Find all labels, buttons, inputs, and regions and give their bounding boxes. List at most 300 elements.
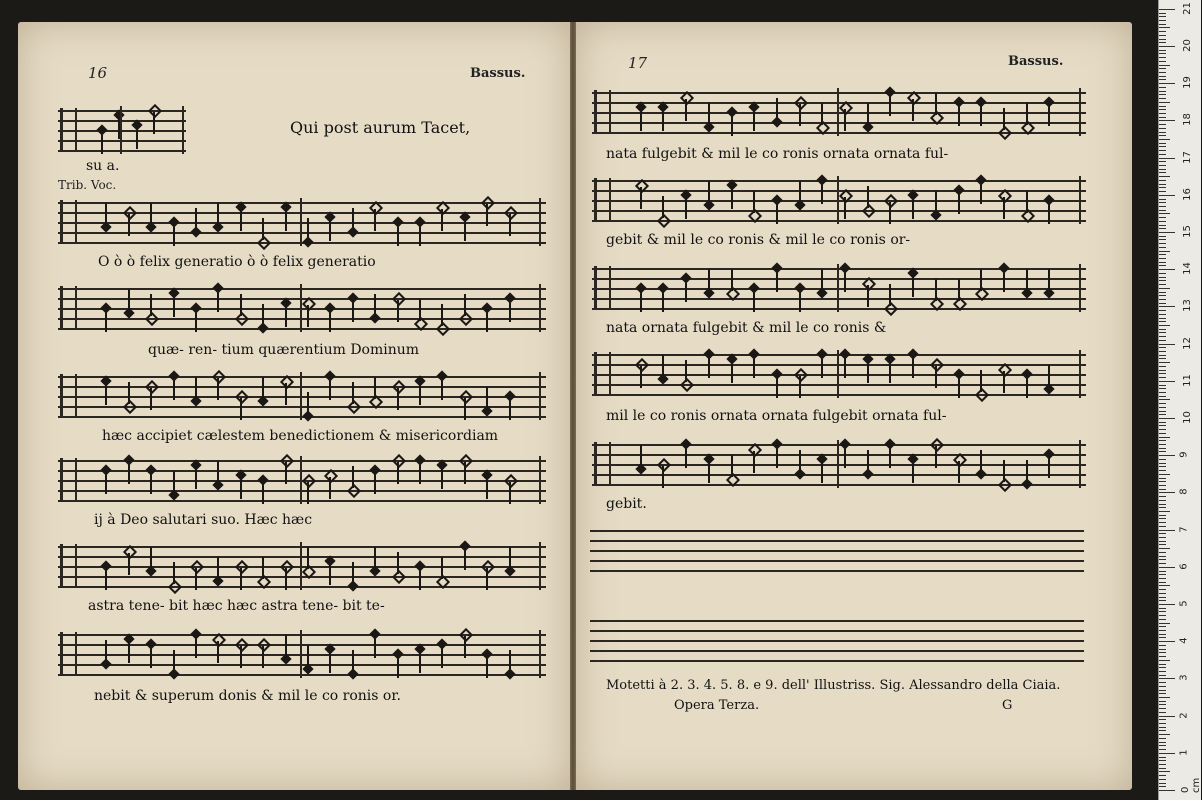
note-stem [1026, 376, 1028, 398]
ruler-tick [1159, 429, 1166, 430]
music-staff [592, 350, 1086, 398]
note-stem [285, 305, 287, 327]
staff-line [592, 112, 1086, 114]
ruler-tick [1159, 362, 1170, 363]
ruler-tick [1159, 593, 1166, 594]
note-icon [794, 368, 808, 382]
clef-icon [60, 544, 77, 588]
note-stem [173, 224, 175, 246]
staff-line [592, 394, 1086, 396]
ruler-tick [1159, 771, 1170, 772]
lyric-line: nebit & superum donis & mil le co ronis or. [94, 688, 401, 704]
note-stem [217, 378, 219, 400]
note-icon [884, 194, 898, 208]
ruler-tick [1159, 414, 1166, 415]
staff-line [590, 640, 1084, 642]
music-staff [58, 542, 546, 590]
note-stem [685, 280, 687, 302]
note-stem [1048, 202, 1050, 224]
note-stem [195, 467, 197, 489]
note-stem [128, 289, 130, 311]
music-staff [592, 88, 1086, 136]
note-icon [459, 454, 473, 468]
note-stem [262, 218, 264, 240]
ruler-tick [1159, 206, 1166, 207]
lyric-line: quæ- ren- tium quærentium Dominum [148, 342, 420, 358]
staff-line [592, 190, 1086, 192]
ruler-tick [1159, 221, 1166, 222]
lyric-line: nata fulgebit & mil le co ronis ornata ornata ful- [606, 146, 949, 162]
note-stem [662, 290, 664, 312]
note-stem [889, 361, 891, 383]
note-icon [148, 104, 162, 118]
music-staff [58, 106, 186, 154]
ruler-tick [1159, 440, 1166, 441]
ruler-tick [1159, 165, 1166, 166]
note-stem [912, 99, 914, 121]
ruler-tick [1159, 269, 1175, 270]
right-page [576, 22, 1132, 790]
left-page [18, 22, 570, 790]
note-stem [397, 300, 399, 322]
staff-line [590, 560, 1084, 562]
ruler-number: 8 [1178, 488, 1190, 496]
clef-icon [594, 352, 611, 396]
part-label: Trib. Voc. [58, 178, 117, 192]
ruler-tick [1159, 511, 1170, 512]
bar-line [539, 198, 541, 246]
note-icon [680, 378, 694, 392]
ruler-tick [1159, 195, 1175, 196]
note-stem [753, 356, 755, 378]
ruler-tick [1159, 251, 1170, 252]
note-stem [352, 382, 354, 404]
note-stem [128, 553, 130, 575]
ruler-tick [1159, 742, 1166, 743]
ruler-tick [1159, 526, 1166, 527]
note-stem [731, 269, 733, 291]
bar-line [1079, 440, 1081, 488]
ruler-tick [1159, 704, 1166, 705]
note-stem [441, 557, 443, 579]
note-stem [935, 279, 937, 301]
note-stem [776, 270, 778, 292]
footer-subtitle: Opera Terza. [674, 698, 760, 713]
ruler-tick [1159, 392, 1166, 393]
lyric-line: gebit & mil le co ronis & mil le co ronis or- [606, 232, 911, 248]
clef-icon [594, 266, 611, 310]
bar-line [1079, 264, 1081, 312]
bar-line [539, 456, 541, 504]
ruler-tick [1159, 701, 1166, 702]
lyric-line: ij à Deo salutari suo. Hæc hæc [94, 512, 313, 528]
ruler-tick [1159, 418, 1175, 419]
note-stem [352, 300, 354, 322]
ruler-tick [1159, 169, 1166, 170]
ruler-number: 13 [1181, 299, 1193, 313]
ruler-tick [1159, 757, 1166, 758]
note-stem [799, 104, 801, 126]
ruler-tick [1159, 306, 1175, 307]
note-stem [753, 290, 755, 312]
ruler-tick [1159, 124, 1166, 125]
bar-line [300, 542, 302, 590]
note-stem [419, 651, 421, 673]
ruler-tick [1159, 68, 1166, 69]
ruler-tick [1159, 734, 1170, 735]
note-stem [307, 547, 309, 569]
note-stem [708, 461, 710, 483]
ruler-tick [1159, 786, 1166, 787]
ruler-number: 21 [1181, 1, 1193, 15]
ruler-number: 10 [1181, 411, 1193, 424]
note-icon [657, 458, 671, 472]
ruler-tick [1159, 35, 1166, 36]
note-stem [509, 214, 511, 236]
note-stem [217, 461, 219, 483]
staff-line [592, 210, 1086, 212]
staff-line [590, 570, 1084, 572]
ruler-tick [1159, 91, 1166, 92]
note-stem [105, 383, 107, 405]
note-stem [509, 650, 511, 672]
bar-line [300, 630, 302, 678]
ruler-tick [1159, 537, 1166, 538]
staff-line [592, 92, 1086, 94]
ruler-number: 3 [1178, 674, 1190, 682]
ruler-tick [1159, 485, 1166, 486]
ruler-tick [1159, 172, 1166, 173]
note-stem [753, 191, 755, 213]
ruler-tick [1159, 314, 1166, 315]
ruler-tick [1159, 284, 1166, 285]
ruler-tick [1159, 407, 1166, 408]
note-icon [459, 390, 473, 404]
ruler-tick [1159, 340, 1166, 341]
ruler-tick [1159, 533, 1166, 534]
ruler-tick [1159, 693, 1166, 694]
ruler-tick [1159, 199, 1166, 200]
ruler-tick [1159, 243, 1166, 244]
staff-line [58, 566, 546, 568]
ruler-tick [1159, 106, 1166, 107]
ruler-tick [1159, 303, 1166, 304]
note-stem [441, 209, 443, 231]
ruler-tick [1159, 396, 1166, 397]
ruler-tick [1159, 411, 1166, 412]
ruler-tick [1159, 344, 1175, 345]
ruler-tick [1159, 94, 1166, 95]
note-stem [867, 450, 869, 472]
ruler-tick [1159, 187, 1166, 188]
ruler-tick [1159, 280, 1166, 281]
staff-line [58, 664, 546, 666]
note-stem [958, 376, 960, 398]
note-icon [347, 400, 361, 414]
ruler-tick [1159, 641, 1175, 642]
note-stem [329, 310, 331, 332]
note-icon [635, 358, 649, 372]
note-stem [640, 187, 642, 209]
note-stem [285, 462, 287, 484]
staff-line [58, 232, 546, 234]
ruler-tick [1159, 87, 1166, 88]
note-stem [150, 646, 152, 668]
ruler-tick [1159, 619, 1166, 620]
note-stem [1003, 270, 1005, 292]
ruler-tick [1159, 143, 1166, 144]
music-staff [58, 284, 546, 332]
note-stem [486, 656, 488, 678]
ruler-tick [1159, 604, 1175, 605]
ruler-tick [1159, 451, 1166, 452]
ruler-tick [1159, 626, 1166, 627]
ruler-number: 14 [1181, 262, 1193, 276]
note-stem [662, 466, 664, 488]
note-icon [481, 196, 495, 210]
staff-line [592, 364, 1086, 366]
ruler-tick [1159, 399, 1170, 400]
lyric-line: nata ornata fulgebit & mil le co ronis & [606, 320, 887, 336]
note-stem [195, 310, 197, 332]
note-stem [935, 366, 937, 388]
bar-line [300, 456, 302, 504]
note-stem [980, 104, 982, 126]
ruler-tick [1159, 139, 1170, 140]
staff-line [58, 654, 546, 656]
ruler-number: 19 [1181, 76, 1193, 90]
note-stem [374, 294, 376, 316]
music-staff [58, 630, 546, 678]
ruler-tick [1159, 459, 1166, 460]
note-stem [240, 646, 242, 668]
note-stem [329, 378, 331, 400]
ruler-tick [1159, 589, 1166, 590]
ruler-tick [1159, 600, 1166, 601]
ruler-tick [1159, 262, 1166, 263]
ruler-number: 6 [1178, 563, 1190, 570]
note-stem [217, 203, 219, 225]
note-stem [352, 562, 354, 584]
note-stem [150, 547, 152, 569]
note-stem [1048, 456, 1050, 478]
ruler-label: 0 cm [1180, 777, 1202, 793]
note-stem [352, 208, 354, 230]
note-stem [486, 568, 488, 590]
ruler-tick [1159, 645, 1166, 646]
note-stem [958, 192, 960, 214]
staff-line [592, 308, 1086, 310]
note-stem [128, 214, 130, 236]
ruler-tick [1159, 425, 1166, 426]
note-stem [397, 552, 399, 574]
note-stem [640, 445, 642, 467]
note-stem [195, 377, 197, 399]
note-stem [708, 356, 710, 378]
note-stem [867, 186, 869, 208]
clef-icon [60, 632, 77, 676]
note-stem [419, 568, 421, 590]
ruler-tick [1159, 388, 1166, 389]
note-stem [173, 295, 175, 317]
ruler-tick [1159, 254, 1166, 255]
note-stem [685, 197, 687, 219]
ruler-tick [1159, 504, 1166, 505]
lyric-line: su a. [86, 158, 120, 174]
ruler-tick [1159, 630, 1166, 631]
ruler-tick [1159, 608, 1166, 609]
note-stem [708, 181, 710, 203]
ruler-tick [1159, 325, 1170, 326]
note-stem [889, 446, 891, 468]
note-stem [352, 466, 354, 488]
ruler-tick [1159, 571, 1166, 572]
staff-line [58, 500, 546, 502]
note-stem [1026, 103, 1028, 125]
note-icon [145, 380, 159, 394]
note-stem [464, 398, 466, 420]
ruler-tick [1159, 370, 1166, 371]
note-stem [374, 209, 376, 231]
note-stem [640, 109, 642, 131]
note-stem [708, 103, 710, 125]
ruler-tick [1159, 582, 1166, 583]
ruler-tick [1159, 273, 1166, 274]
note-icon [123, 206, 137, 220]
note-stem [307, 392, 309, 414]
ruler-tick [1159, 366, 1166, 367]
note-stem [958, 279, 960, 301]
note-stem [935, 93, 937, 115]
ruler-tick [1159, 202, 1166, 203]
note-stem [262, 646, 264, 668]
note-icon [862, 204, 876, 218]
ruler-tick [1159, 552, 1166, 553]
ruler-tick [1159, 13, 1166, 14]
note-stem [397, 656, 399, 678]
note-stem [889, 94, 891, 116]
ruler-tick [1159, 79, 1166, 80]
ruler-tick [1159, 615, 1166, 616]
lyric-line: hæc accipiet cælestem benedictionem & misericordiam [102, 428, 499, 444]
note-icon [145, 312, 159, 326]
note-stem [844, 109, 846, 131]
staff-line [592, 298, 1086, 300]
note-stem [173, 471, 175, 493]
note-stem [307, 645, 309, 667]
note-stem [374, 377, 376, 399]
note-stem [821, 461, 823, 483]
ruler-tick [1159, 98, 1166, 99]
note-stem [464, 294, 466, 316]
bar-line [300, 198, 302, 246]
ruler-tick [1159, 154, 1166, 155]
ruler-number: 1 [1178, 749, 1190, 756]
note-stem [844, 446, 846, 468]
note-stem [821, 269, 823, 291]
clef-icon [594, 442, 611, 486]
staff-line [58, 328, 546, 330]
clef-icon [60, 374, 77, 418]
bar-line [182, 106, 184, 154]
ruler-tick [1159, 567, 1175, 568]
note-stem [419, 224, 421, 246]
empty-staff [590, 526, 1084, 574]
ruler-number: 15 [1181, 225, 1193, 238]
note-icon [392, 570, 406, 584]
note-icon [347, 484, 361, 498]
ruler-tick [1159, 730, 1166, 731]
ruler-tick [1159, 474, 1170, 475]
note-stem [217, 641, 219, 663]
ruler-tick [1159, 20, 1166, 21]
ruler-tick [1159, 496, 1166, 497]
clef-icon [60, 286, 77, 330]
ruler-tick [1159, 385, 1166, 386]
ruler-tick [1159, 146, 1166, 147]
ruler-tick [1159, 775, 1166, 776]
ruler-tick [1159, 500, 1166, 501]
ruler-tick [1159, 150, 1166, 151]
note-stem [441, 646, 443, 668]
staff-line [58, 386, 546, 388]
note-stem [776, 202, 778, 224]
ruler-tick [1159, 489, 1166, 490]
note-icon [392, 380, 406, 394]
note-stem [821, 103, 823, 125]
note-stem [867, 103, 869, 125]
note-stem [1048, 365, 1050, 387]
ruler-tick [1159, 135, 1166, 136]
note-stem [307, 305, 309, 327]
bar-line [120, 106, 122, 154]
ruler-number: 16 [1181, 187, 1193, 201]
ruler-number: 2 [1178, 711, 1190, 719]
ruler-tick [1159, 24, 1166, 25]
note-icon [235, 560, 249, 574]
bar-line [300, 372, 302, 420]
note-stem [844, 197, 846, 219]
note-stem [958, 461, 960, 483]
note-stem [105, 640, 107, 662]
ruler-tick [1159, 76, 1166, 77]
note-stem [753, 451, 755, 473]
ruler-tick [1159, 355, 1166, 356]
note-stem [912, 356, 914, 378]
voice-label: Bassus. [1008, 54, 1064, 69]
lyric-line: mil le co ronis ornata ornata fulgebit ornata ful- [606, 408, 947, 424]
ruler-tick [1159, 779, 1166, 780]
note-stem [662, 109, 664, 131]
note-stem [799, 290, 801, 312]
note-stem [464, 462, 466, 484]
ruler-tick [1159, 158, 1175, 159]
staff-line [58, 376, 546, 378]
ruler-tick [1159, 61, 1166, 62]
note-icon [657, 214, 671, 228]
ruler-tick [1159, 623, 1170, 624]
note-stem [195, 568, 197, 590]
ruler-tick [1159, 65, 1170, 66]
ruler-tick [1159, 258, 1166, 259]
note-stem [731, 114, 733, 136]
note-stem [329, 477, 331, 499]
note-stem [867, 285, 869, 307]
note-stem [708, 269, 710, 291]
note-stem [262, 482, 264, 504]
note-stem [685, 360, 687, 382]
note-stem [217, 557, 219, 579]
